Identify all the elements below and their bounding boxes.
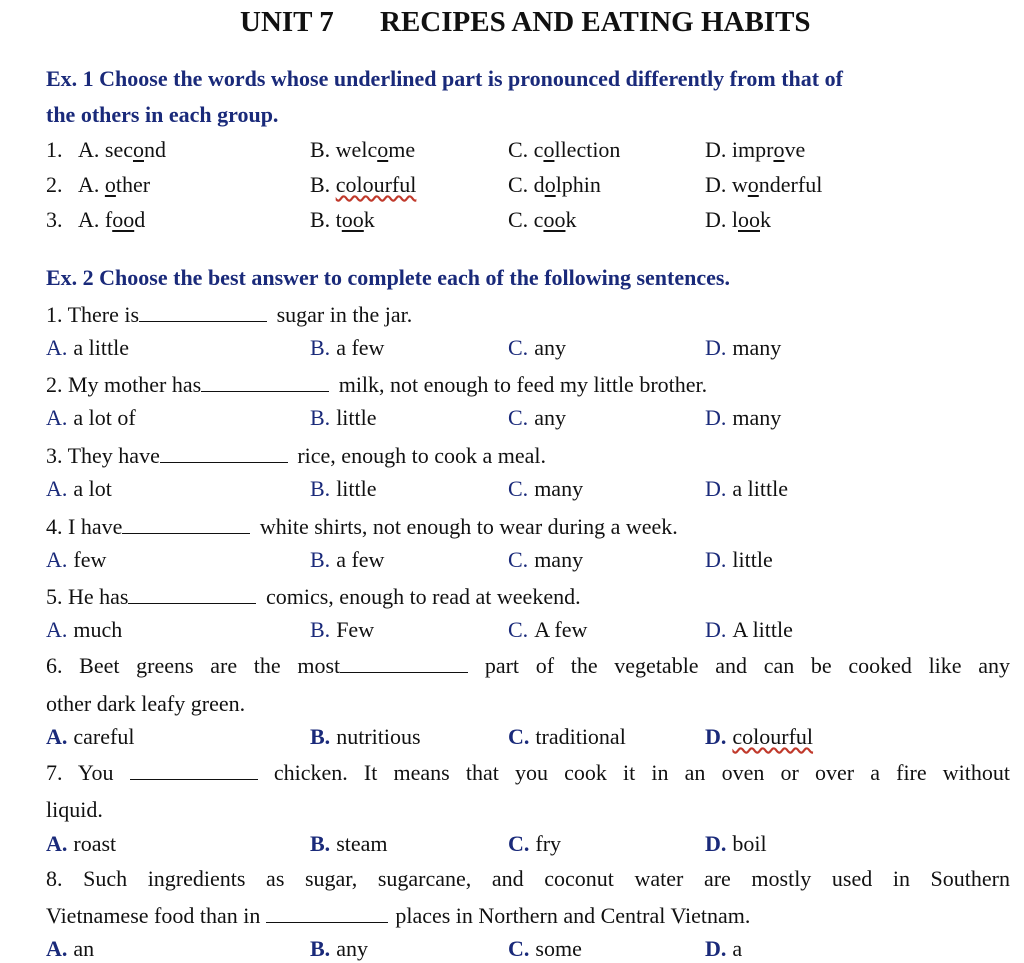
answer-blank[interactable] — [139, 303, 267, 322]
underlined-part: o — [747, 172, 759, 197]
option-a[interactable]: A. a little — [46, 335, 129, 360]
question-1: 1. There is sugar in the jar. — [46, 302, 413, 327]
question-5: 5. He has comics, enough to read at weekend. — [46, 584, 581, 609]
option-a[interactable]: A. an — [46, 936, 95, 961]
underlined-part: o — [773, 137, 785, 162]
question-6-line1: 6. Beet greens are the most part of the vegetable and can be cooked like any — [46, 653, 1010, 678]
option-c[interactable]: C. fry — [508, 831, 562, 856]
ex1-option-c[interactable]: C. cook — [508, 207, 577, 232]
option-c[interactable]: C. many — [508, 547, 584, 572]
underlined-part: oo — [738, 207, 760, 232]
option-c[interactable]: C. A few — [508, 617, 588, 642]
option-a[interactable]: A. few — [46, 547, 107, 572]
question-6-line2: other dark leafy green. — [46, 691, 246, 716]
ex1-item-number: 3. — [46, 207, 63, 232]
option-a[interactable]: A. a lot of — [46, 405, 136, 430]
underlined-part: oo — [543, 207, 566, 232]
question-3: 3. They have rice, enough to cook a meal. — [46, 443, 546, 468]
question-8-line2: Vietnamese food than in places in Northern and Central Vietnam. — [46, 903, 751, 928]
answer-blank[interactable] — [128, 585, 256, 604]
ex1-option-b[interactable]: B. welcome — [310, 137, 416, 162]
option-d[interactable]: D. A little — [705, 617, 793, 642]
question-7-line2: liquid. — [46, 797, 103, 822]
option-b[interactable]: B. any — [310, 936, 368, 961]
ex2-heading: Ex. 2 Choose the best answer to complete each of the following sentences. — [46, 265, 730, 290]
option-a[interactable]: A. a lot — [46, 476, 112, 501]
ex1-item-number: 1. — [46, 137, 63, 162]
ex1-heading-line1: Ex. 1 Choose the words whose underlined part is pronounced differently from that of — [46, 66, 843, 91]
option-b[interactable]: B. steam — [310, 831, 388, 856]
option-b[interactable]: B. Few — [310, 617, 375, 642]
option-d[interactable]: D. little — [705, 547, 773, 572]
question-4: 4. I have white shirts, not enough to wear during a week. — [46, 514, 678, 539]
option-c[interactable]: C. many — [508, 476, 584, 501]
underlined-part: o — [544, 172, 556, 197]
option-a[interactable]: A. roast — [46, 831, 117, 856]
option-b[interactable]: B. little — [310, 405, 377, 430]
ex1-heading-line2: the others in each group. — [46, 102, 279, 127]
option-d[interactable]: D. a little — [705, 476, 788, 501]
ex1-option-b[interactable]: B. colourful — [310, 172, 417, 197]
answer-blank[interactable] — [201, 373, 329, 392]
ex1-option-b[interactable]: B. took — [310, 207, 375, 232]
question-7-line1: 7. You chicken. It means that you cook it in an oven or over a fire without — [46, 760, 1011, 785]
option-d[interactable]: D. many — [705, 405, 782, 430]
option-b[interactable]: B. nutritious — [310, 724, 421, 749]
ex1-option-a[interactable]: A. other — [78, 172, 151, 197]
ex1-option-d[interactable]: D. look — [705, 207, 771, 232]
ex1-option-c[interactable]: C. collection — [508, 137, 621, 162]
answer-blank[interactable] — [122, 515, 250, 534]
underlined-part: o — [104, 172, 116, 197]
unit-topic: RECIPES AND EATING HABITS — [380, 6, 811, 38]
option-d[interactable]: D. boil — [705, 831, 767, 856]
ex1-option-d[interactable]: D. wonderful — [705, 172, 823, 197]
option-a[interactable]: A. careful — [46, 724, 135, 749]
question-8-line1: 8. Such ingredients as sugar, sugarcane, and coconut water are mostly used in Southern — [46, 866, 1010, 891]
option-c[interactable]: C. some — [508, 936, 582, 961]
ex1-item-number: 2. — [46, 172, 63, 197]
option-d[interactable]: D. a — [705, 936, 743, 961]
answer-blank[interactable] — [266, 904, 388, 923]
underlined-part: oo — [341, 207, 364, 232]
option-c[interactable]: C. any — [508, 405, 566, 430]
page-title — [0, 6, 1024, 46]
underlined-part: oo — [112, 207, 135, 232]
underlined-part: o — [543, 137, 555, 162]
option-d[interactable]: D. colourful — [705, 724, 814, 749]
ex1-option-a[interactable]: A. food — [78, 207, 146, 232]
option-a[interactable]: A. much — [46, 617, 123, 642]
option-c[interactable]: C. traditional — [508, 724, 626, 749]
option-b[interactable]: B. a few — [310, 547, 385, 572]
underlined-part: o — [377, 137, 389, 162]
answer-blank[interactable] — [340, 654, 468, 673]
option-c[interactable]: C. any — [508, 335, 566, 360]
unit-label: UNIT 7 — [240, 6, 334, 38]
underlined-part: colourful — [335, 172, 417, 197]
underlined-part: o — [132, 137, 144, 162]
option-d[interactable]: D. many — [705, 335, 782, 360]
option-b[interactable]: B. a few — [310, 335, 385, 360]
answer-blank[interactable] — [130, 761, 258, 780]
ex1-option-c[interactable]: C. dolphin — [508, 172, 601, 197]
question-2: 2. My mother has milk, not enough to feed my little brother. — [46, 372, 708, 397]
option-b[interactable]: B. little — [310, 476, 377, 501]
answer-blank[interactable] — [160, 444, 288, 463]
ex1-option-a[interactable]: A. second — [78, 137, 166, 162]
ex1-option-d[interactable]: D. improve — [705, 137, 806, 162]
